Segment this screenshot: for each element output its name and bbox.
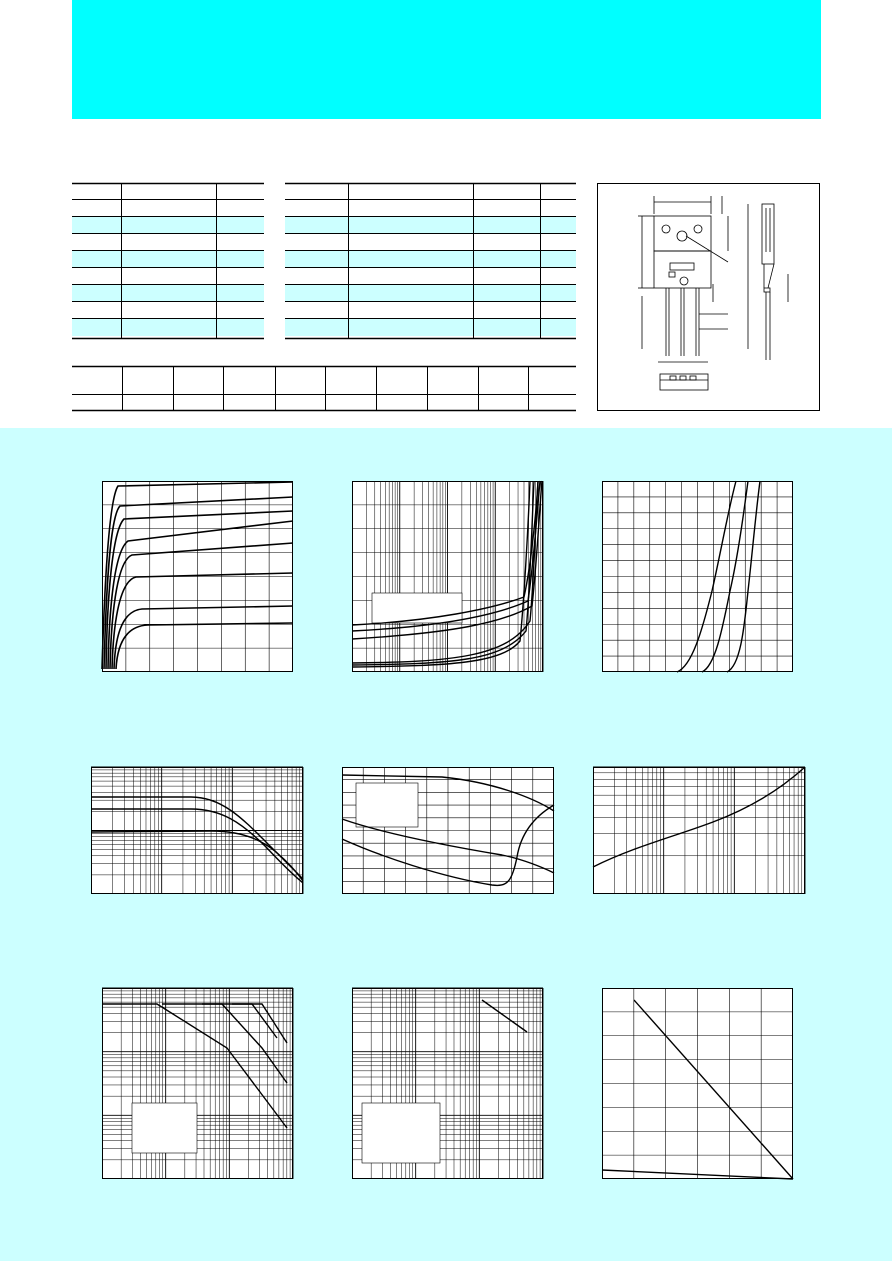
graph-1-3 [602, 481, 793, 672]
graph-3-2 [352, 988, 543, 1179]
package-outline [597, 183, 820, 411]
graph-1-1 [102, 481, 293, 672]
graph-1-2 [352, 481, 543, 672]
graph-2-1 [91, 767, 303, 894]
ratings-table-right [285, 183, 576, 341]
ratings-table-left [72, 183, 264, 341]
graph-3-3 [602, 988, 793, 1179]
title-banner [72, 0, 821, 119]
classification-table [72, 366, 576, 412]
graph-2-2 [342, 767, 554, 894]
graph-2-3 [593, 767, 805, 894]
graph-3-1 [102, 988, 293, 1179]
